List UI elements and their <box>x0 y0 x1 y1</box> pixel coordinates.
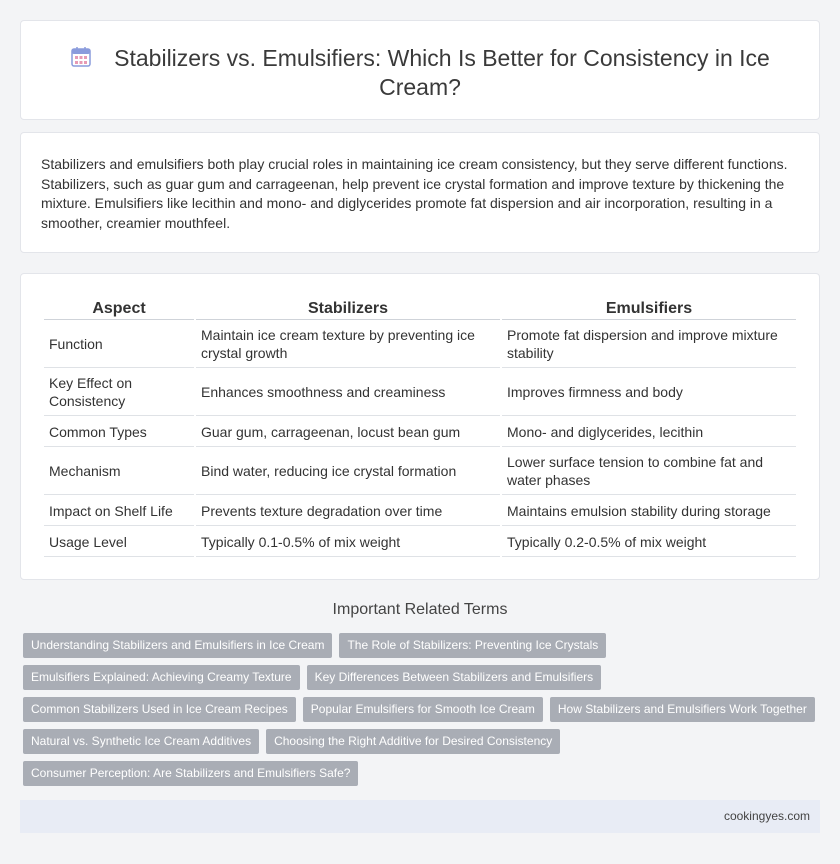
related-term-chip[interactable]: Common Stabilizers Used in Ice Cream Recipes <box>23 697 296 722</box>
page-title: Stabilizers vs. Emulsifiers: Which Is Better for Consistency in Ice Cream? <box>114 45 770 100</box>
cell-emulsifiers: Typically 0.2-0.5% of mix weight <box>502 526 796 557</box>
cell-emulsifiers: Promote fat dispersion and improve mixture stability <box>502 320 796 368</box>
cell-emulsifiers: Mono- and diglycerides, lecithin <box>502 416 796 447</box>
cell-stabilizers: Maintain ice cream texture by preventing ice crystal growth <box>196 320 500 368</box>
comparison-table <box>42 296 798 557</box>
cell-stabilizers: Typically 0.1-0.5% of mix weight <box>196 526 500 557</box>
related-term-chip[interactable]: Key Differences Between Stabilizers and Emulsifiers <box>307 665 602 690</box>
chip-row <box>23 729 823 761</box>
cell-aspect: Common Types <box>44 416 194 447</box>
footer <box>20 800 820 833</box>
related-term-chip[interactable]: Natural vs. Synthetic Ice Cream Additives <box>23 729 259 754</box>
related-term-chip[interactable]: Choosing the Right Additive for Desired Consistency <box>266 729 560 754</box>
table-row <box>44 368 796 416</box>
cell-aspect: Mechanism <box>44 447 194 495</box>
related-term-chip[interactable]: Consumer Perception: Are Stabilizers and Emulsifiers Safe? <box>23 761 358 786</box>
comparison-table-card <box>20 273 820 580</box>
chip-row <box>23 761 823 793</box>
title-card <box>20 20 820 120</box>
cell-aspect: Usage Level <box>44 526 194 557</box>
cell-stabilizers: Enhances smoothness and creaminess <box>196 368 500 416</box>
header-stabilizers: Stabilizers <box>196 296 500 320</box>
intro-text: Stabilizers and emulsifiers both play crucial roles in maintaining ice cream consistency, but they serve different functions. Stabilizers, such as guar gum and carrageenan, help prevent ice crystal formation and improve texture by thickening the mixture. Emulsifiers like lecithin and mono- and diglycerides promote fat dispersion and air incorporation, resulting in a smoother, creamier mouthfeel. <box>41 156 788 231</box>
table-header-row <box>44 296 796 320</box>
chip-row <box>23 633 823 665</box>
table-row <box>44 320 796 368</box>
cell-aspect: Key Effect on Consistency <box>44 368 194 416</box>
table-row <box>44 447 796 495</box>
footer-site-link[interactable]: cookingyes.com <box>723 809 810 823</box>
cell-stabilizers: Bind water, reducing ice crystal formation <box>196 447 500 495</box>
related-term-chip[interactable]: Popular Emulsifiers for Smooth Ice Cream <box>303 697 543 722</box>
cell-emulsifiers: Maintains emulsion stability during storage <box>502 495 796 526</box>
chip-row <box>23 665 823 697</box>
table-row <box>44 526 796 557</box>
cell-aspect: Function <box>44 320 194 368</box>
cell-aspect: Impact on Shelf Life <box>44 495 194 526</box>
chip-row <box>23 697 823 729</box>
related-terms-heading: Important Related Terms <box>332 601 508 618</box>
cell-emulsifiers: Lower surface tension to combine fat and water phases <box>502 447 796 495</box>
cell-stabilizers: Prevents texture degradation over time <box>196 495 500 526</box>
header-emulsifiers: Emulsifiers <box>502 296 796 320</box>
related-term-chip[interactable]: How Stabilizers and Emulsifiers Work Together <box>550 697 815 722</box>
intro-card <box>20 132 820 253</box>
related-terms-list <box>23 633 823 793</box>
header-aspect: Aspect <box>44 296 194 320</box>
calendar-icon <box>70 46 92 68</box>
cell-emulsifiers: Improves firmness and body <box>502 368 796 416</box>
table-row <box>44 495 796 526</box>
table-row <box>44 416 796 447</box>
cell-stabilizers: Guar gum, carrageenan, locust bean gum <box>196 416 500 447</box>
page-title-wrap <box>21 44 819 102</box>
related-term-chip[interactable]: The Role of Stabilizers: Preventing Ice Crystals <box>339 633 606 658</box>
related-term-chip[interactable]: Emulsifiers Explained: Achieving Creamy Texture <box>23 665 300 690</box>
related-term-chip[interactable]: Understanding Stabilizers and Emulsifiers in Ice Cream <box>23 633 332 658</box>
